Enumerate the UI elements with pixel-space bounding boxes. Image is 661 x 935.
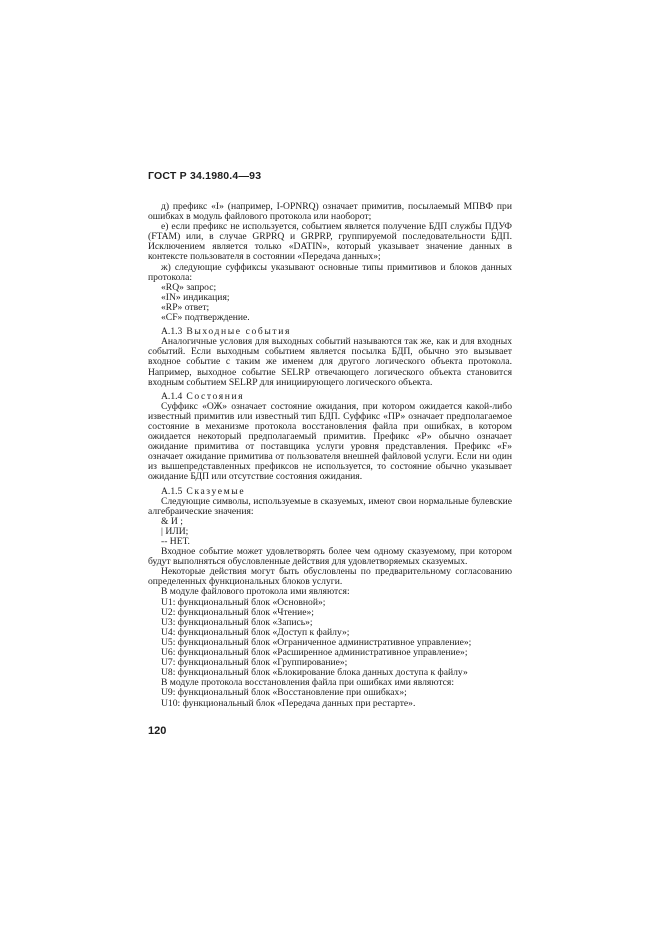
section-title: Сказуемые bbox=[186, 485, 246, 497]
section-number: A.1.5 bbox=[161, 485, 183, 497]
section-number: A.1.3 bbox=[161, 326, 183, 338]
list-line: U4: функциональный блок «Доступ к файлу»; bbox=[161, 626, 350, 638]
section-title: Выходные события bbox=[186, 326, 291, 338]
paragraph: Аналогичные условия для выходных событий называются так же, как и для входных событий. Если выходным событием является посылка БДП, обычно это вызывает входное событие с таким же именем для другого логического объекта протокола. Например, выходное событие SELRP отвечающего логического объекта становится входным событием SELRP для инициирующего логического объекта. bbox=[148, 336, 512, 388]
list-line: U5: функциональный блок «Ограниченное административное управление»; bbox=[161, 636, 472, 648]
paragraph: Следующие символы, используемые в сказуемых, имеют свои нормальные булевские алгебраические значения: bbox=[148, 495, 512, 517]
paragraph: д) префикс «I» (например, I-OPNRQ) означает примитив, посылаемый МПВФ при ошибках в модуль файлового протокола или наоборот; bbox=[148, 201, 512, 223]
section-number: A.1.4 bbox=[161, 390, 183, 402]
list-line: «RP» ответ; bbox=[161, 301, 210, 313]
document-header: ГОСТ Р 34.1980.4—93 bbox=[148, 170, 262, 182]
list-line: В модуле протокола восстановления файла при ошибках ими являются: bbox=[161, 677, 455, 689]
list-line: & И ; bbox=[161, 515, 183, 527]
section-title: Состояния bbox=[186, 390, 245, 402]
list-line: «IN» индикация; bbox=[161, 291, 230, 303]
list-line: -- НЕТ. bbox=[161, 536, 190, 547]
list-line: U10: функциональный блок «Передача данных при рестарте». bbox=[161, 697, 416, 709]
page-number: 120 bbox=[148, 725, 167, 737]
list-line: «CF» подтверждение. bbox=[161, 312, 250, 324]
list-line: U3: функциональный блок «Запись»; bbox=[161, 616, 313, 628]
list-line: U7: функциональный блок «Группирование»; bbox=[161, 657, 348, 669]
paragraph: Суффикс «ОЖ» означает состояние ожидания, при котором ожидается какой-либо известный примитив или известный тип БДП. Суффикс «ПР» означает предполагаемое состояние в механизме протокола восстановления файла при ошибках, в котором ожидается некоторый предполагаемый примитив. Префикс «Р» обычно означает ожидание примитива от поставщика услуги уровня представления. Префикс «F» означает ожидание примитива от пользователя внешней файловой услуги. Если ни один из вышепредставленных префиксов не используется, то состояние обычно указывает ожидание БДП или отсутствие состояния ожидания. bbox=[148, 400, 512, 483]
list-line: U6: функциональный блок «Расширенное административное управление»; bbox=[161, 647, 468, 659]
list-line: U2: функциональный блок «Чтение»; bbox=[161, 606, 314, 618]
paragraph: Входное событие может удовлетворять более чем одному сказуемому, при котором будут выполняться обусловленные действия для удовлетворяемых сказуемых. bbox=[148, 546, 512, 568]
paragraph: Некоторые действия могут быть обусловлены по предварительному согласованию определенных функциональных блоков услуги. bbox=[148, 566, 512, 588]
list-line: «RQ» запрос; bbox=[161, 281, 217, 293]
list-line: В модуле файлового протокола ими являются: bbox=[161, 586, 350, 598]
paragraph: е) если префикс не используется, событием является получение БДП службы ПДУФ (FTAM) или, в случае GRPRQ и GRPRP, группируемой последовательности БДП. Исключением является только «DATIN», который указывает значение данных в контексте пользователя в состоянии «Передача данных»; bbox=[148, 221, 512, 263]
list-line: U9: функциональный блок «Восстановление при ошибках»; bbox=[161, 687, 407, 699]
paragraph: ж) следующие суффиксы указывают основные типы примитивов и блоков данных протокола: bbox=[148, 261, 512, 283]
document-body bbox=[148, 202, 512, 709]
list-line: U8: функциональный блок «Блокирование блока данных доступа к файлу» bbox=[161, 667, 468, 679]
list-line: | ИЛИ; bbox=[161, 525, 189, 537]
list-line: U1: функциональный блок «Основной»; bbox=[161, 596, 326, 608]
